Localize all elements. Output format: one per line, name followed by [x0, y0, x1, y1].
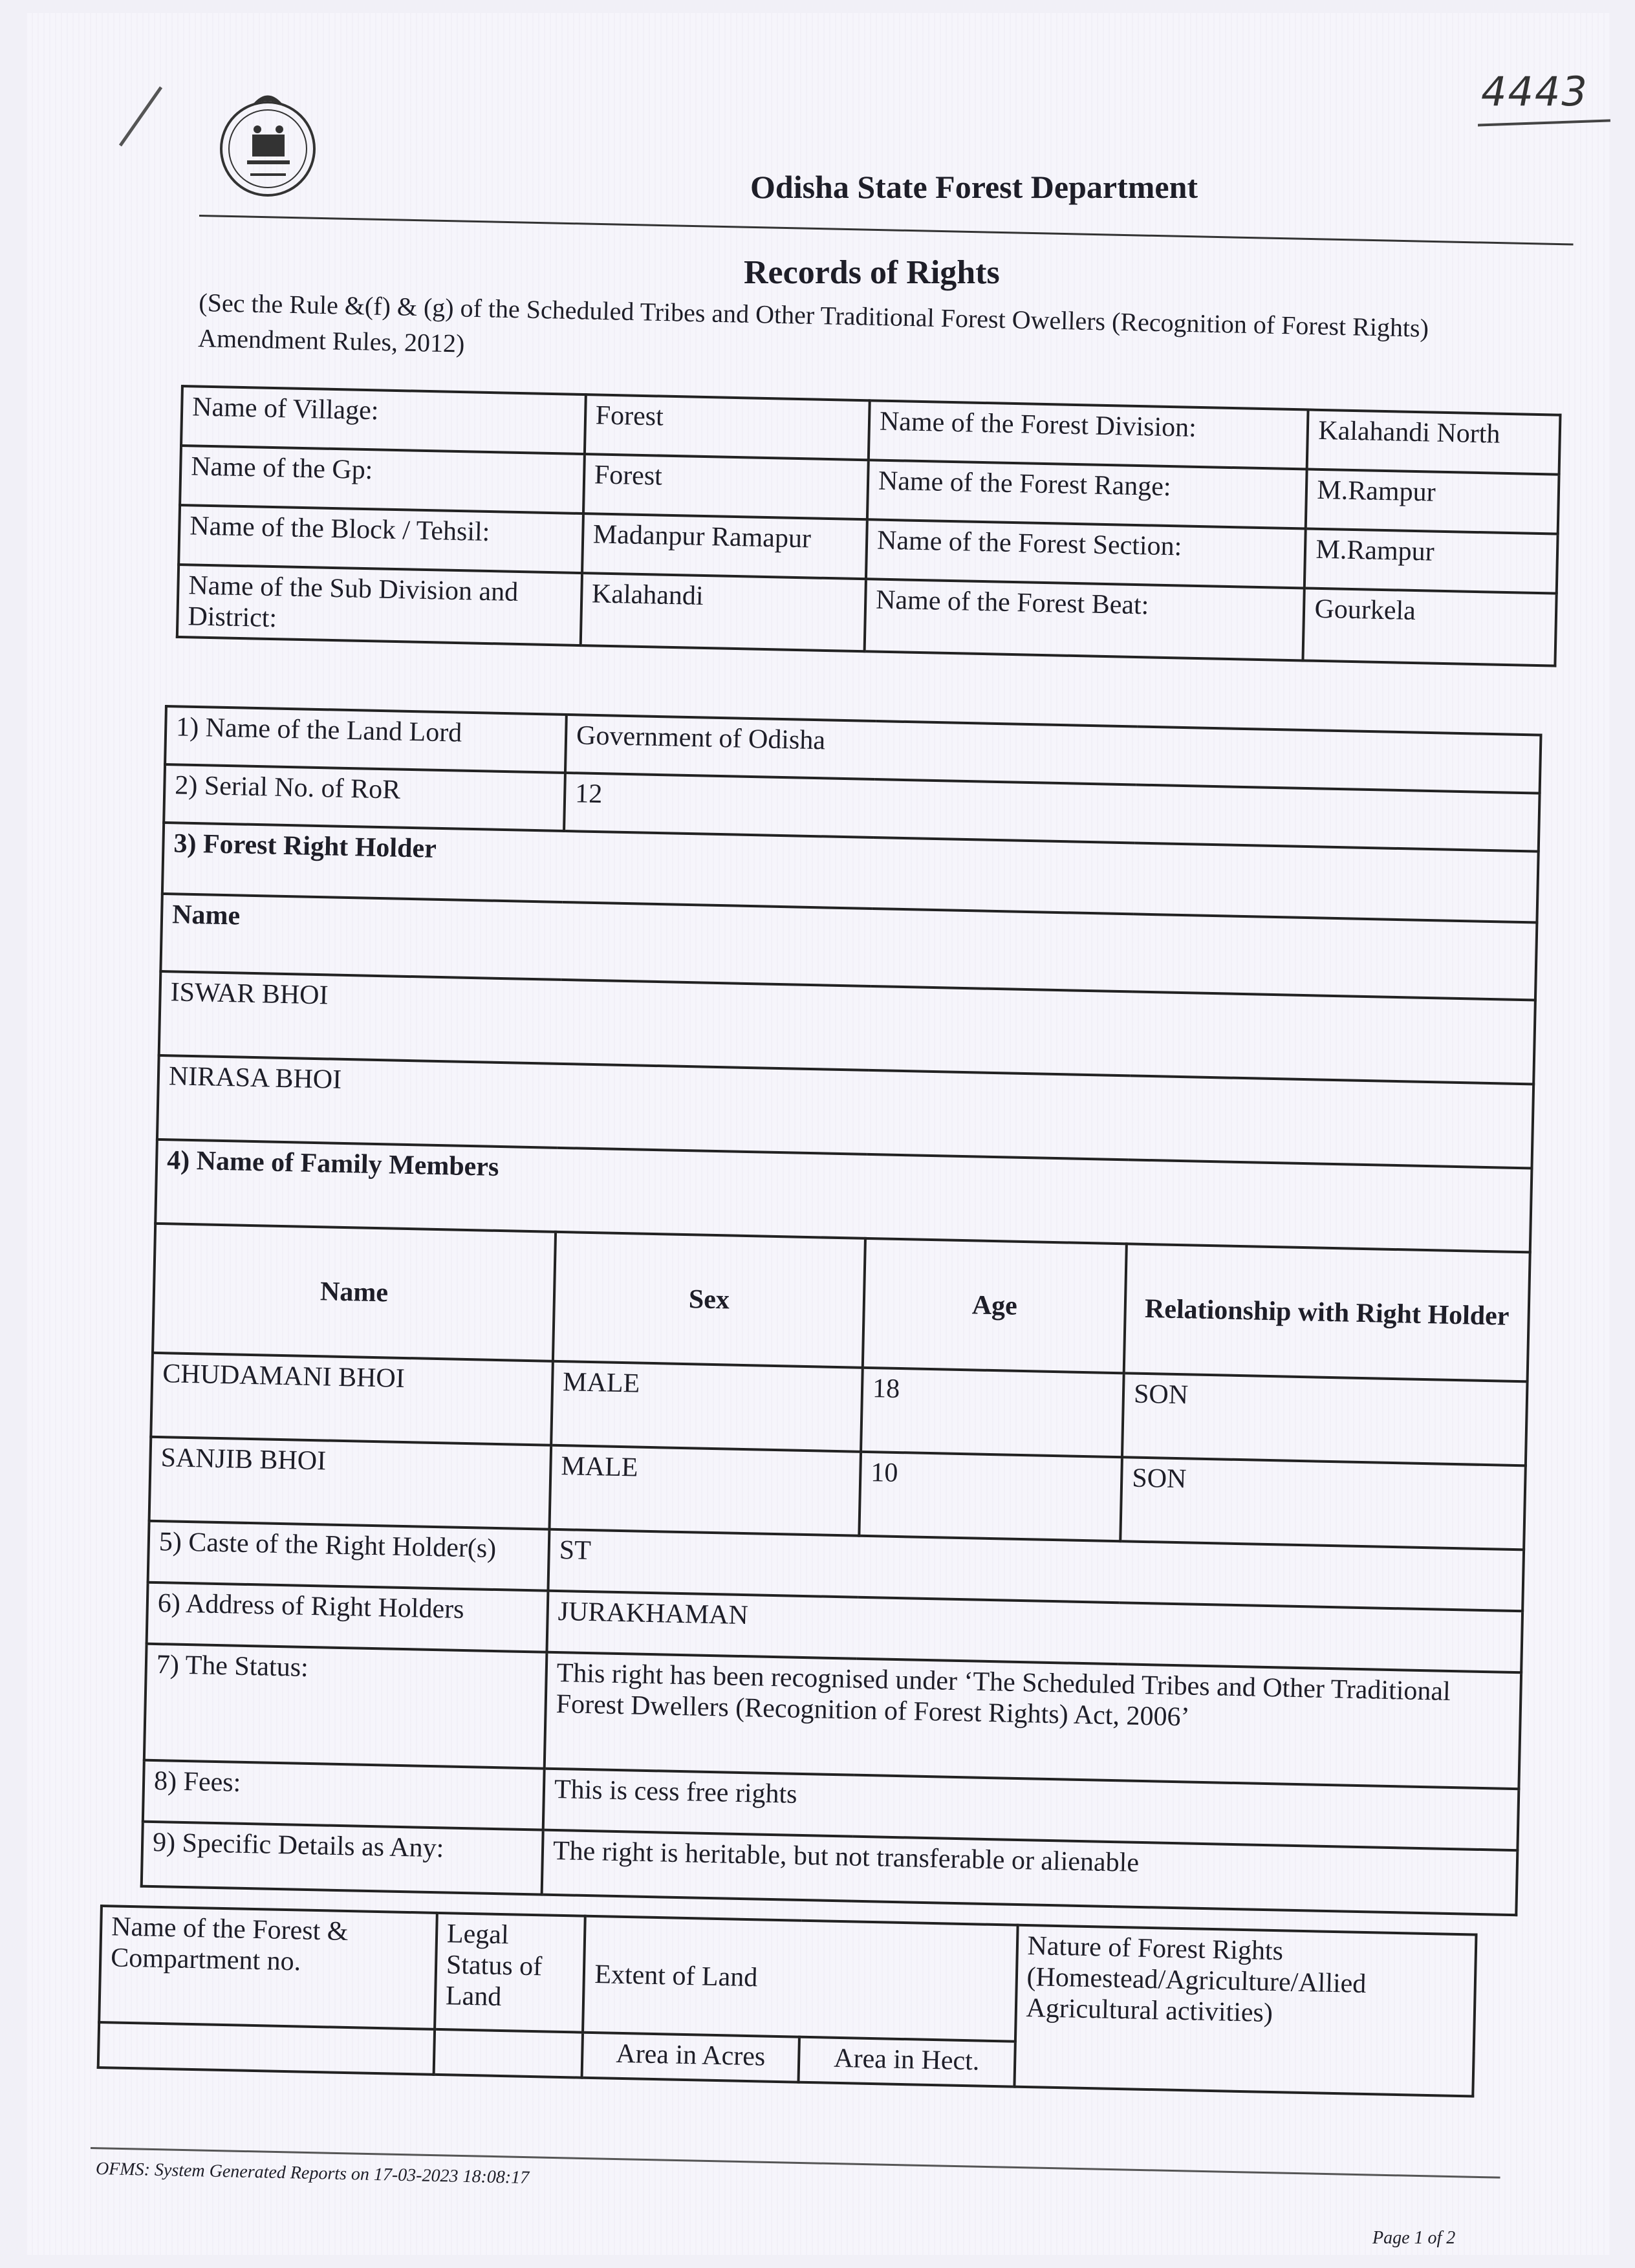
beat-label: Name of the Forest Beat: — [865, 579, 1305, 660]
division-value: Kalahandi North — [1307, 410, 1560, 475]
extent-header: Extent of Land — [583, 1916, 1017, 2042]
landlord-label: 1) Name of the Land Lord — [165, 706, 567, 773]
document-page — [26, 13, 1610, 2255]
handwritten-number: 4443 — [1481, 68, 1588, 115]
family-age: 10 — [859, 1452, 1122, 1541]
holder-name-1: ISWAR BHOI — [159, 971, 1535, 1084]
serial-label: 2) Serial No. of RoR — [164, 764, 565, 831]
block-label: Name of the Block / Tehsil: — [179, 505, 583, 573]
family-col-relation: Relationship with Right Holder — [1124, 1244, 1530, 1381]
range-label: Name of the Forest Range: — [867, 460, 1307, 528]
area-acres-header: Area in Acres — [582, 2033, 799, 2082]
family-relation: SON — [1120, 1457, 1526, 1550]
family-sex: MALE — [549, 1445, 861, 1536]
fees-value: This is cess free rights — [543, 1769, 1519, 1851]
right-holder-heading: 3) Forest Right Holder — [162, 823, 1539, 922]
page-number: Page 1 of 2 — [1372, 2228, 1456, 2248]
details-label: 9) Specific Details as Any: — [142, 1822, 543, 1895]
division-label: Name of the Forest Division: — [869, 400, 1308, 469]
land-table — [97, 1905, 1478, 2098]
subdivision-value: Kalahandi — [580, 573, 866, 651]
department-title: Odisha State Forest Department — [750, 169, 1198, 205]
section-value: M.Rampur — [1305, 528, 1557, 593]
rights-record-table — [140, 705, 1543, 1916]
family-name: CHUDAMANI BHOI — [151, 1353, 553, 1445]
nature-header: Nature of Forest Rights (Homestead/Agriculture/Allied Agricultural activities) — [1014, 1925, 1476, 2097]
family-col-age: Age — [863, 1238, 1127, 1373]
header-divider — [199, 215, 1574, 246]
family-col-sex: Sex — [553, 1232, 865, 1368]
family-relation: SON — [1122, 1373, 1528, 1465]
document-subtitle: (Sec the Rule &(f) & (g) of the Scheduled Tribes and Other Traditional Forest Owellers (Recognition of Forest Rights) Amendment Rules, 2012) — [197, 287, 1429, 358]
area-hect-header: Area in Hect. — [798, 2037, 1015, 2087]
family-heading: 4) Name of Family Members — [155, 1139, 1532, 1252]
forest-compartment-header: Name of the Forest & Compartment no. — [99, 1906, 437, 2029]
section-label: Name of the Forest Section: — [866, 519, 1306, 588]
details-value: The right is heritable, but not transferable or alienable — [542, 1830, 1518, 1916]
address-label: 6) Address of Right Holders — [147, 1582, 548, 1652]
gp-value: Forest — [583, 454, 869, 519]
address-value: JURAKHAMAN — [547, 1591, 1522, 1673]
landlord-value: Government of Odisha — [565, 715, 1541, 794]
odisha-emblem-icon — [215, 84, 321, 204]
block-value: Madanpur Ramapur — [582, 513, 867, 579]
legal-status-cell — [433, 2029, 583, 2078]
status-label: 7) The Status: — [144, 1644, 547, 1769]
family-age: 18 — [861, 1368, 1124, 1457]
beat-value: Gourkela — [1303, 588, 1557, 665]
family-name: SANJIB BHOI — [149, 1437, 552, 1529]
location-table — [176, 385, 1562, 667]
handwritten-underline — [1478, 119, 1610, 126]
village-label: Name of Village: — [181, 386, 585, 454]
caste-value: ST — [548, 1529, 1524, 1612]
subdivision-label: Name of the Sub Division and District: — [177, 565, 582, 645]
legal-status-header: Legal Status of Land — [435, 1913, 585, 2033]
range-value: M.Rampur — [1306, 469, 1559, 534]
document-title: Records of Rights — [744, 254, 1000, 291]
serial-value: 12 — [564, 773, 1540, 852]
holder-name-heading: Name — [160, 894, 1537, 1000]
fees-label: 8) Fees: — [143, 1760, 545, 1830]
village-value: Forest — [585, 394, 870, 460]
gp-label: Name of the Gp: — [180, 446, 584, 513]
footer-text: OFMS: System Generated Reports on 17-03-2023 18:08:17 — [95, 2159, 530, 2188]
family-col-name: Name — [153, 1224, 556, 1361]
forest-compartment-cell — [98, 2022, 435, 2075]
status-value: This right has been recognised under ‘The Scheduled Tribes and Other Traditional Forest Dwellers (Recognition of Forest Rights) Act, 2006’ — [545, 1652, 1521, 1789]
holder-name-2: NIRASA BHOI — [157, 1055, 1533, 1168]
pen-mark — [119, 87, 162, 147]
family-sex: MALE — [551, 1361, 863, 1452]
caste-label: 5) Caste of the Right Holder(s) — [148, 1521, 550, 1591]
